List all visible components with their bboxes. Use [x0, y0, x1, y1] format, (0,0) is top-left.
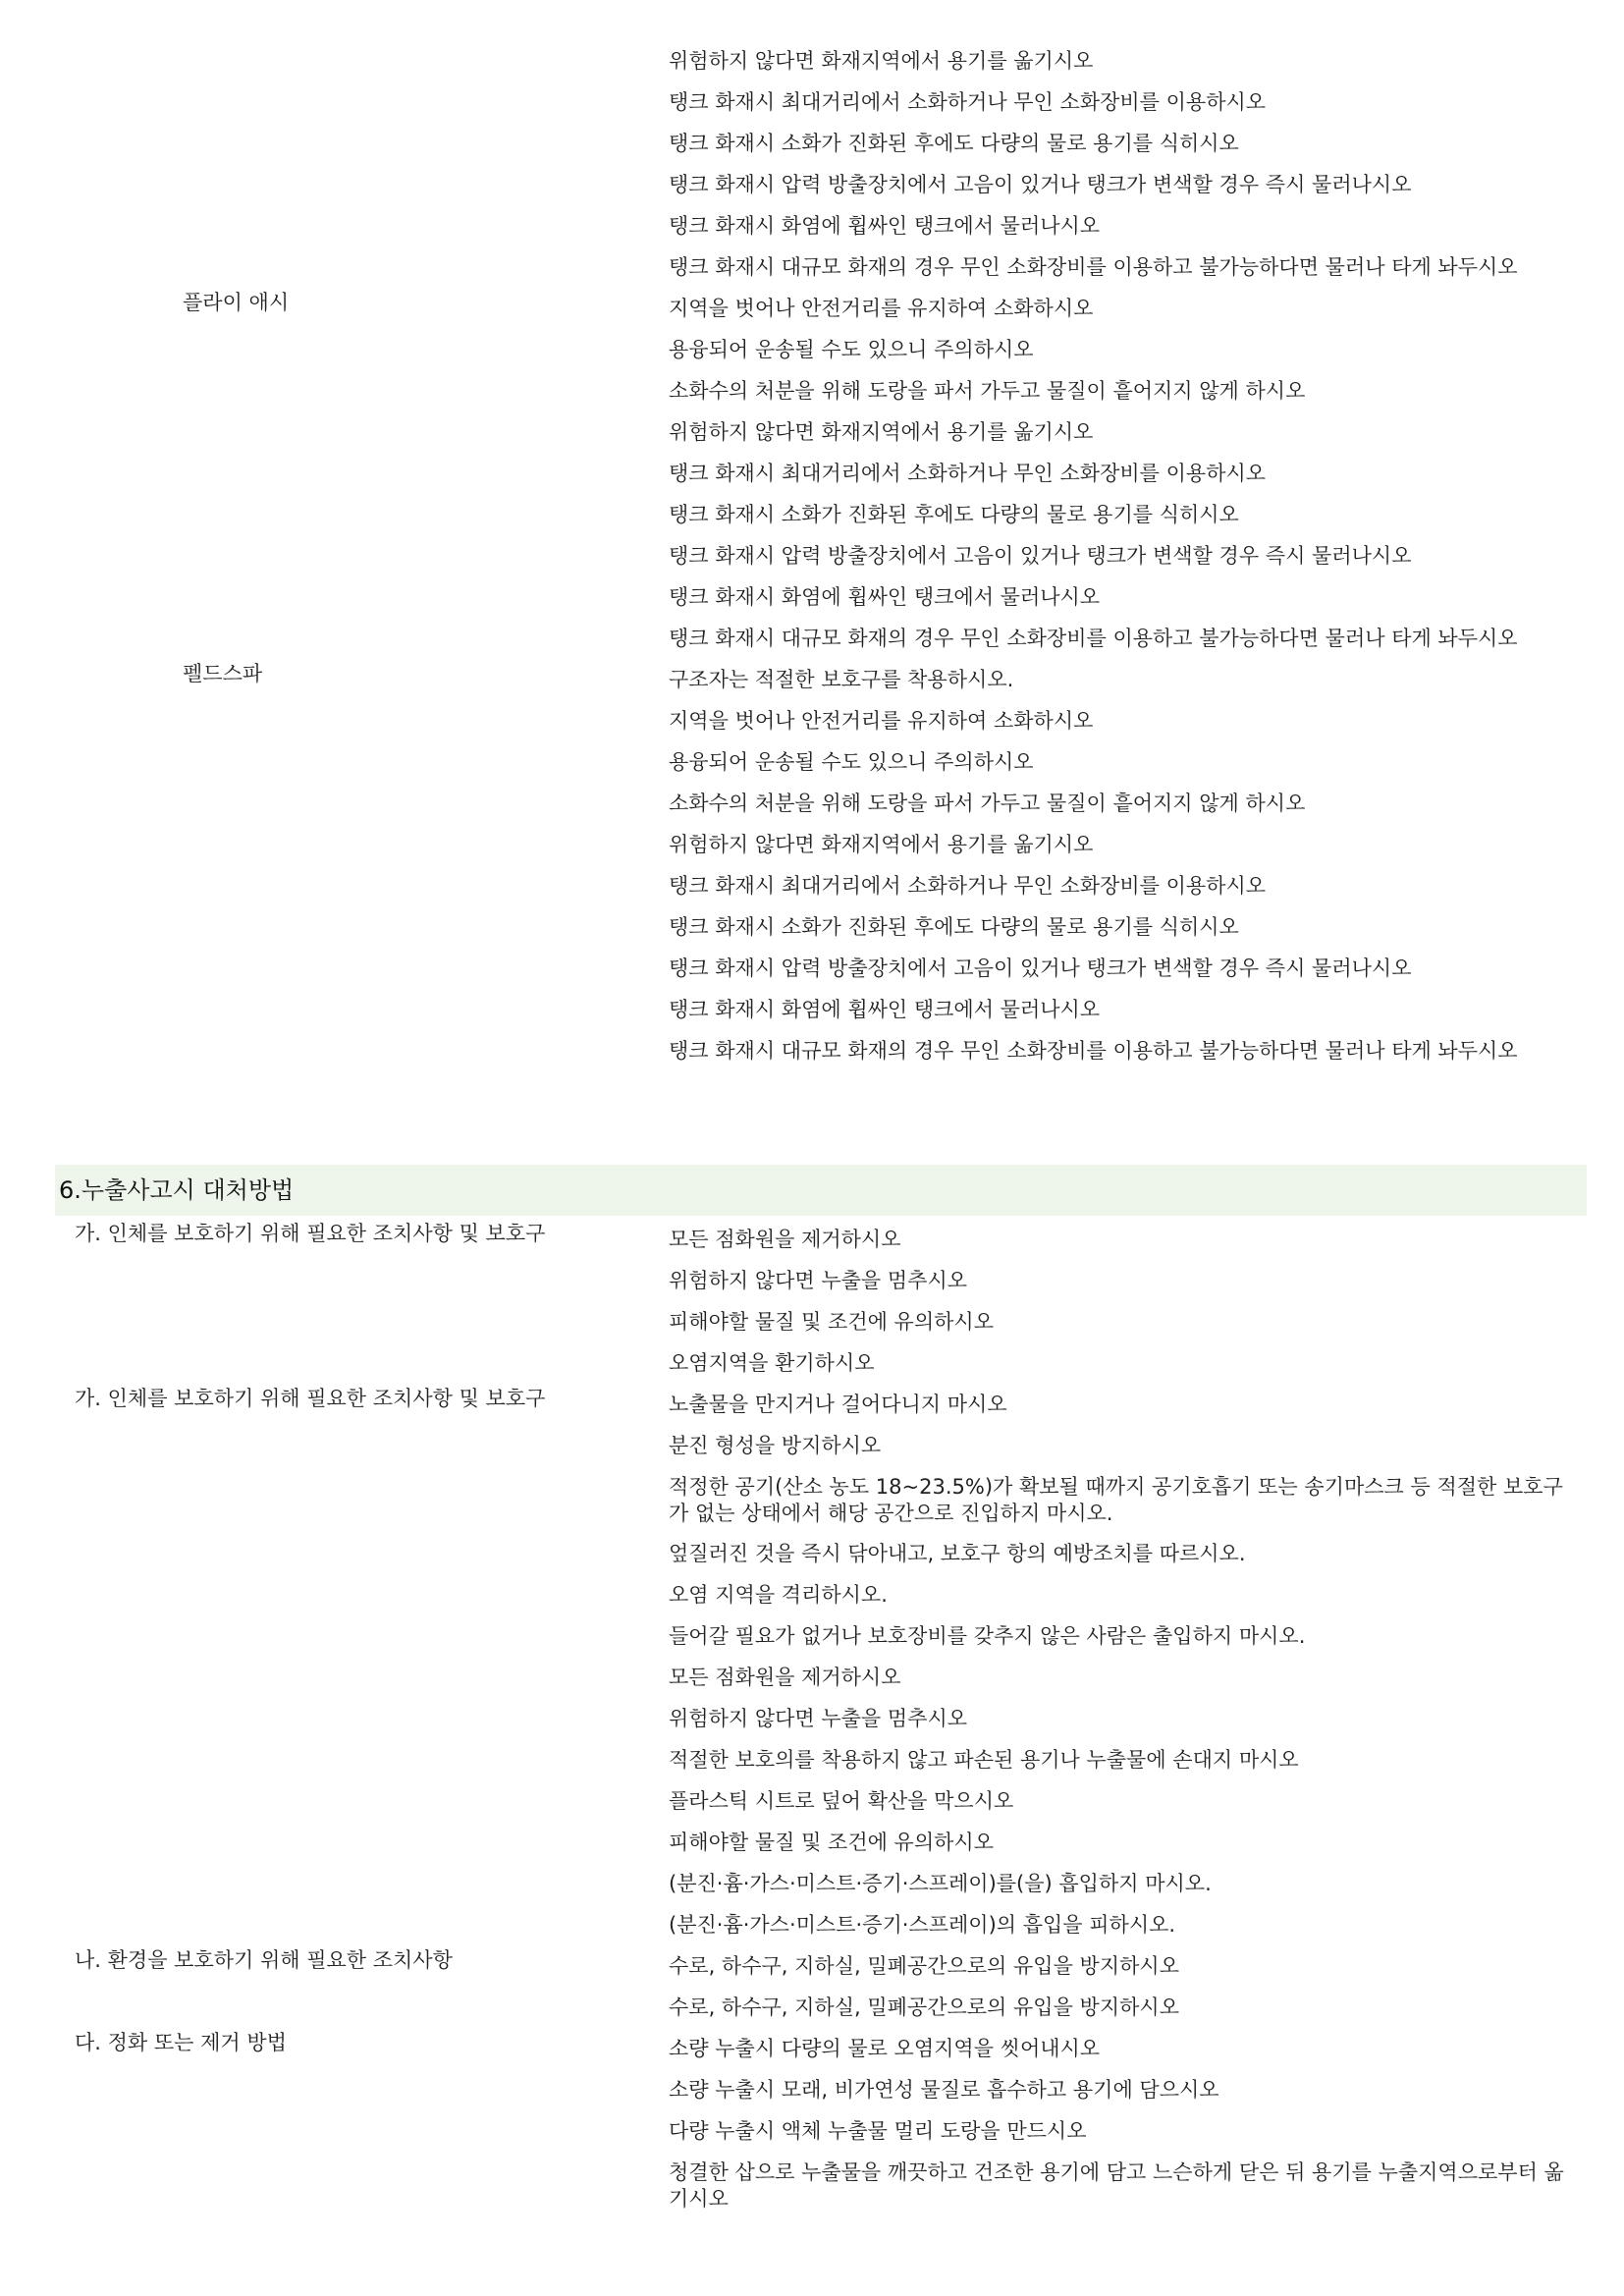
instruction-item: 탱크 화재시 대규모 화재의 경우 무인 소화장비를 이용하고 불가능하다면 물러나 타게 놔두시오: [669, 627, 1518, 650]
instruction-item: 위험하지 않다면 누출을 멈추시오: [669, 1269, 968, 1292]
leak-group: [55, 1385, 1587, 1946]
leak-group: [55, 2029, 1587, 2219]
instruction-item: 수로, 하수구, 지하실, 밀폐공간으로의 유입을 방지하시오: [669, 1954, 1179, 1978]
firefighting-measures-section: [55, 41, 1587, 1072]
instruction-item: 탱크 화재시 소화가 진화된 후에도 다량의 물로 용기를 식히시오: [669, 132, 1239, 155]
instruction-item: 위험하지 않다면 화재지역에서 용기를 옮기시오: [669, 833, 1094, 856]
instruction-item: 탱크 화재시 압력 방출장치에서 고음이 있거나 탱크가 변색할 경우 즉시 물러나시오: [669, 544, 1412, 568]
section-heading-leak: 6.누출사고시 대처방법: [55, 1165, 1587, 1216]
instruction-item: 위험하지 않다면 화재지역에서 용기를 옮기시오: [669, 49, 1094, 73]
leak-group: [55, 1220, 1587, 1385]
row-label: 플라이 애시: [183, 291, 290, 314]
instruction-item: 탱크 화재시 대규모 화재의 경우 무인 소화장비를 이용하고 불가능하다면 물러나 타게 놔두시오: [669, 255, 1518, 279]
instruction-item: 탱크 화재시 소화가 진화된 후에도 다량의 물로 용기를 식히시오: [669, 915, 1239, 939]
instruction-list: [669, 1946, 1587, 2029]
instruction-item: 탱크 화재시 화염에 휩싸인 탱크에서 물러나시오: [669, 214, 1101, 238]
instruction-item: 엎질러진 것을 즉시 닦아내고, 보호구 항의 예방조치를 따르시오.: [669, 1542, 1246, 1565]
instruction-item: 피해야할 물질 및 조건에 유의하시오: [669, 1310, 994, 1334]
instruction-list: [669, 660, 1587, 1072]
row-label: 펠드스파: [183, 662, 263, 685]
instruction-item: 지역을 벗어나 안전거리를 유지하여 소화하시오: [669, 709, 1094, 733]
instruction-item: 위험하지 않다면 화재지역에서 용기를 옮기시오: [669, 420, 1094, 444]
instruction-item: (분진·흄·가스·미스트·증기·스프레이)의 흡입을 피하시오.: [669, 1913, 1176, 1937]
instruction-item: 용융되어 운송될 수도 있으니 주의하시오: [669, 338, 1034, 361]
substance-group: [55, 41, 1587, 289]
instruction-item: 위험하지 않다면 누출을 멈추시오: [669, 1707, 968, 1730]
row-label: 가. 인체를 보호하기 위해 필요한 조치사항 및 보호구: [75, 1222, 546, 1245]
instruction-item: 구조자는 적절한 보호구를 착용하시오.: [669, 668, 1014, 691]
instruction-item: 적절한 보호의를 착용하지 않고 파손된 용기나 누출물에 손대지 마시오: [669, 1748, 1299, 1772]
instruction-list: [669, 2029, 1587, 2219]
row-label: 다. 정화 또는 제거 방법: [75, 2031, 287, 2054]
instruction-item: 탱크 화재시 대규모 화재의 경우 무인 소화장비를 이용하고 불가능하다면 물러나 타게 놔두시오: [669, 1039, 1518, 1063]
substance-group: [55, 289, 1587, 660]
instruction-item: 수로, 하수구, 지하실, 밀폐공간으로의 유입을 방지하시오: [669, 1995, 1179, 2019]
instruction-item: 용융되어 운송될 수도 있으니 주의하시오: [669, 750, 1034, 774]
instruction-item: 탱크 화재시 최대거리에서 소화하거나 무인 소화장비를 이용하시오: [669, 462, 1267, 485]
instruction-item: 오염 지역을 격리하시오.: [669, 1583, 888, 1607]
instruction-item: 소화수의 처분을 위해 도랑을 파서 가두고 물질이 흩어지지 않게 하시오: [669, 379, 1306, 403]
instruction-item: 모든 점화원을 제거하시오: [669, 1228, 901, 1251]
instruction-item: 소량 누출시 모래, 비가연성 물질로 흡수하고 용기에 담으시오: [669, 2078, 1219, 2102]
instruction-item: 분진 형성을 방지하시오: [669, 1434, 882, 1457]
instruction-item: 모든 점화원을 제거하시오: [669, 1666, 901, 1689]
instruction-item: 오염지역을 환기하시오: [669, 1351, 875, 1375]
instruction-item: 탱크 화재시 화염에 휩싸인 탱크에서 물러나시오: [669, 585, 1101, 609]
leak-group: [55, 1946, 1587, 2029]
instruction-item: 탱크 화재시 압력 방출장치에서 고음이 있거나 탱크가 변색할 경우 즉시 물러나시오: [669, 173, 1412, 196]
instruction-item: 다량 누출시 액체 누출물 멀리 도랑을 만드시오: [669, 2119, 1087, 2143]
instruction-item: 탱크 화재시 최대거리에서 소화하거나 무인 소화장비를 이용하시오: [669, 90, 1267, 114]
instruction-item: 플라스틱 시트로 덮어 확산을 막으시오: [669, 1789, 1014, 1813]
instruction-item: 탱크 화재시 소화가 진화된 후에도 다량의 물로 용기를 식히시오: [669, 503, 1239, 526]
instruction-list: [669, 41, 1587, 289]
instruction-item: 적정한 공기(산소 농도 18~23.5%)가 확보될 때까지 공기호흡기 또는 송기마스크 등 적절한 보호구가 없는 상태에서 해당 공간으로 진입하지 마시오.: [669, 1475, 1563, 1525]
instruction-item: 들어갈 필요가 없거나 보호장비를 갖추지 않은 사람은 출입하지 마시오.: [669, 1624, 1306, 1648]
instruction-item: 탱크 화재시 최대거리에서 소화하거나 무인 소화장비를 이용하시오: [669, 874, 1267, 898]
instruction-item: 피해야할 물질 및 조건에 유의하시오: [669, 1831, 994, 1854]
row-label: 가. 인체를 보호하기 위해 필요한 조치사항 및 보호구: [75, 1387, 546, 1410]
instruction-item: 소량 누출시 다량의 물로 오염지역을 씻어내시오: [669, 2037, 1101, 2060]
instruction-list: [669, 1220, 1587, 1385]
instruction-item: 소화수의 처분을 위해 도랑을 파서 가두고 물질이 흩어지지 않게 하시오: [669, 792, 1306, 815]
row-label: 나. 환경을 보호하기 위해 필요한 조치사항: [75, 1948, 453, 1972]
instruction-item: 탱크 화재시 압력 방출장치에서 고음이 있거나 탱크가 변색할 경우 즉시 물러나시오: [669, 957, 1412, 980]
instruction-item: 지역을 벗어나 안전거리를 유지하여 소화하시오: [669, 297, 1094, 320]
substance-group: [55, 660, 1587, 1072]
instruction-item: (분진·흄·가스·미스트·증기·스프레이)를(을) 흡입하지 마시오.: [669, 1872, 1212, 1895]
instruction-list: [669, 289, 1587, 660]
instruction-item: 노출물을 만지거나 걸어다니지 마시오: [669, 1393, 1007, 1416]
instruction-item: 청결한 삽으로 누출물을 깨끗하고 건조한 용기에 담고 느슨하게 닫은 뒤 용기를 누출지역으로부터 옮기시오: [669, 2160, 1564, 2211]
leak-response-section: [55, 1165, 1587, 2219]
instruction-item: 탱크 화재시 화염에 휩싸인 탱크에서 물러나시오: [669, 998, 1101, 1021]
instruction-list: [669, 1385, 1587, 1946]
